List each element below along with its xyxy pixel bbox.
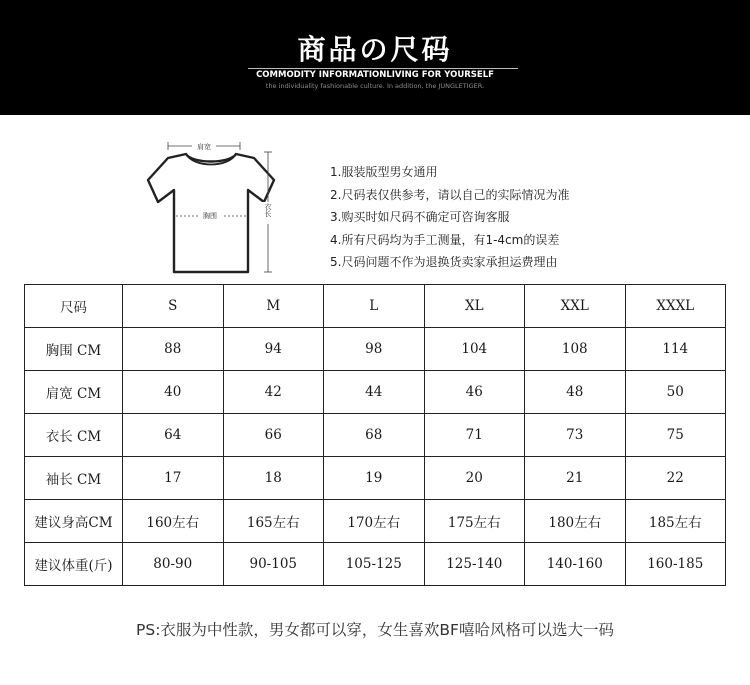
table-cell: 40 <box>123 371 224 414</box>
row-label: 建议身高CM <box>25 500 123 543</box>
table-cell: 46 <box>424 371 525 414</box>
table-cell: 64 <box>123 414 224 457</box>
row-label: 肩宽 CM <box>25 371 123 414</box>
size-chart-table <box>24 284 726 586</box>
row-label: 衣长 CM <box>25 414 123 457</box>
header-cell: M <box>223 285 324 328</box>
banner-title: 商品の尺码 <box>297 33 453 66</box>
table-cell: 104 <box>424 328 525 371</box>
table-cell: 140-160 <box>525 543 626 586</box>
banner-tagline: the individuality fashionable culture. In addition, the JUNGLETIGER. <box>265 82 485 90</box>
shoulder-label: 肩宽 <box>197 143 211 151</box>
size-notes-list <box>330 161 569 274</box>
table-row <box>25 457 726 500</box>
table-cell: 71 <box>424 414 525 457</box>
table-cell: 125-140 <box>424 543 525 586</box>
table-cell: 48 <box>525 371 626 414</box>
table-cell: 66 <box>223 414 324 457</box>
header-cell: XL <box>424 285 525 328</box>
table-cell: 108 <box>525 328 626 371</box>
table-cell: 160左右 <box>123 500 224 543</box>
banner-divider <box>248 68 518 69</box>
table-cell: 21 <box>525 457 626 500</box>
table-row <box>25 414 726 457</box>
header-banner <box>0 0 750 115</box>
table-cell: 114 <box>625 328 726 371</box>
table-cell: 175左右 <box>424 500 525 543</box>
table-cell: 73 <box>525 414 626 457</box>
table-cell: 18 <box>223 457 324 500</box>
table-cell: 80-90 <box>123 543 224 586</box>
table-cell: 22 <box>625 457 726 500</box>
note-item: 4.所有尺码均为手工测量，有1-4cm的误差 <box>330 232 560 247</box>
table-cell: 19 <box>324 457 425 500</box>
table-cell: 44 <box>324 371 425 414</box>
chest-label: 胸围 <box>203 212 217 220</box>
row-label: 建议体重(斤) <box>25 543 123 586</box>
table-row <box>25 328 726 371</box>
banner-subtitle: COMMODITY INFORMATIONLIVING FOR YOURSELF <box>256 70 494 80</box>
table-cell: 90-105 <box>223 543 324 586</box>
table-cell: 105-125 <box>324 543 425 586</box>
header-cell: S <box>123 285 224 328</box>
table-cell: 185左右 <box>625 500 726 543</box>
header-cell: XXXL <box>625 285 726 328</box>
table-cell: 94 <box>223 328 324 371</box>
table-cell: 170左右 <box>324 500 425 543</box>
table-cell: 75 <box>625 414 726 457</box>
note-item: 1.服装版型男女通用 <box>330 165 438 179</box>
table-cell: 165左右 <box>223 500 324 543</box>
table-cell: 20 <box>424 457 525 500</box>
table-cell: 42 <box>223 371 324 414</box>
tshirt-diagram-icon <box>138 138 286 278</box>
table-cell: 160-185 <box>625 543 726 586</box>
table-cell: 68 <box>324 414 425 457</box>
table-cell: 17 <box>123 457 224 500</box>
row-label: 袖长 CM <box>25 457 123 500</box>
note-item: 5.尺码问题不作为退换货卖家承担运费理由 <box>330 255 558 269</box>
table-cell: 50 <box>625 371 726 414</box>
table-row <box>25 543 726 586</box>
length-label: 衣长 <box>264 203 272 217</box>
header-cell: 尺码 <box>25 285 123 328</box>
note-item: 2.尺码表仅供参考，请以自己的实际情况为准 <box>330 187 570 202</box>
table-cell: 98 <box>324 328 425 371</box>
table-header-row <box>25 285 726 328</box>
ps-note: PS:衣服为中性款，男女都可以穿，女生喜欢BF嘻哈风格可以选大一码 <box>136 621 614 639</box>
table-cell: 88 <box>123 328 224 371</box>
note-item: 3.购买时如尺码不确定可咨询客服 <box>330 210 510 224</box>
row-label: 胸围 CM <box>25 328 123 371</box>
header-cell: XXL <box>525 285 626 328</box>
table-row <box>25 371 726 414</box>
table-cell: 180左右 <box>525 500 626 543</box>
table-row <box>25 500 726 543</box>
header-cell: L <box>324 285 425 328</box>
